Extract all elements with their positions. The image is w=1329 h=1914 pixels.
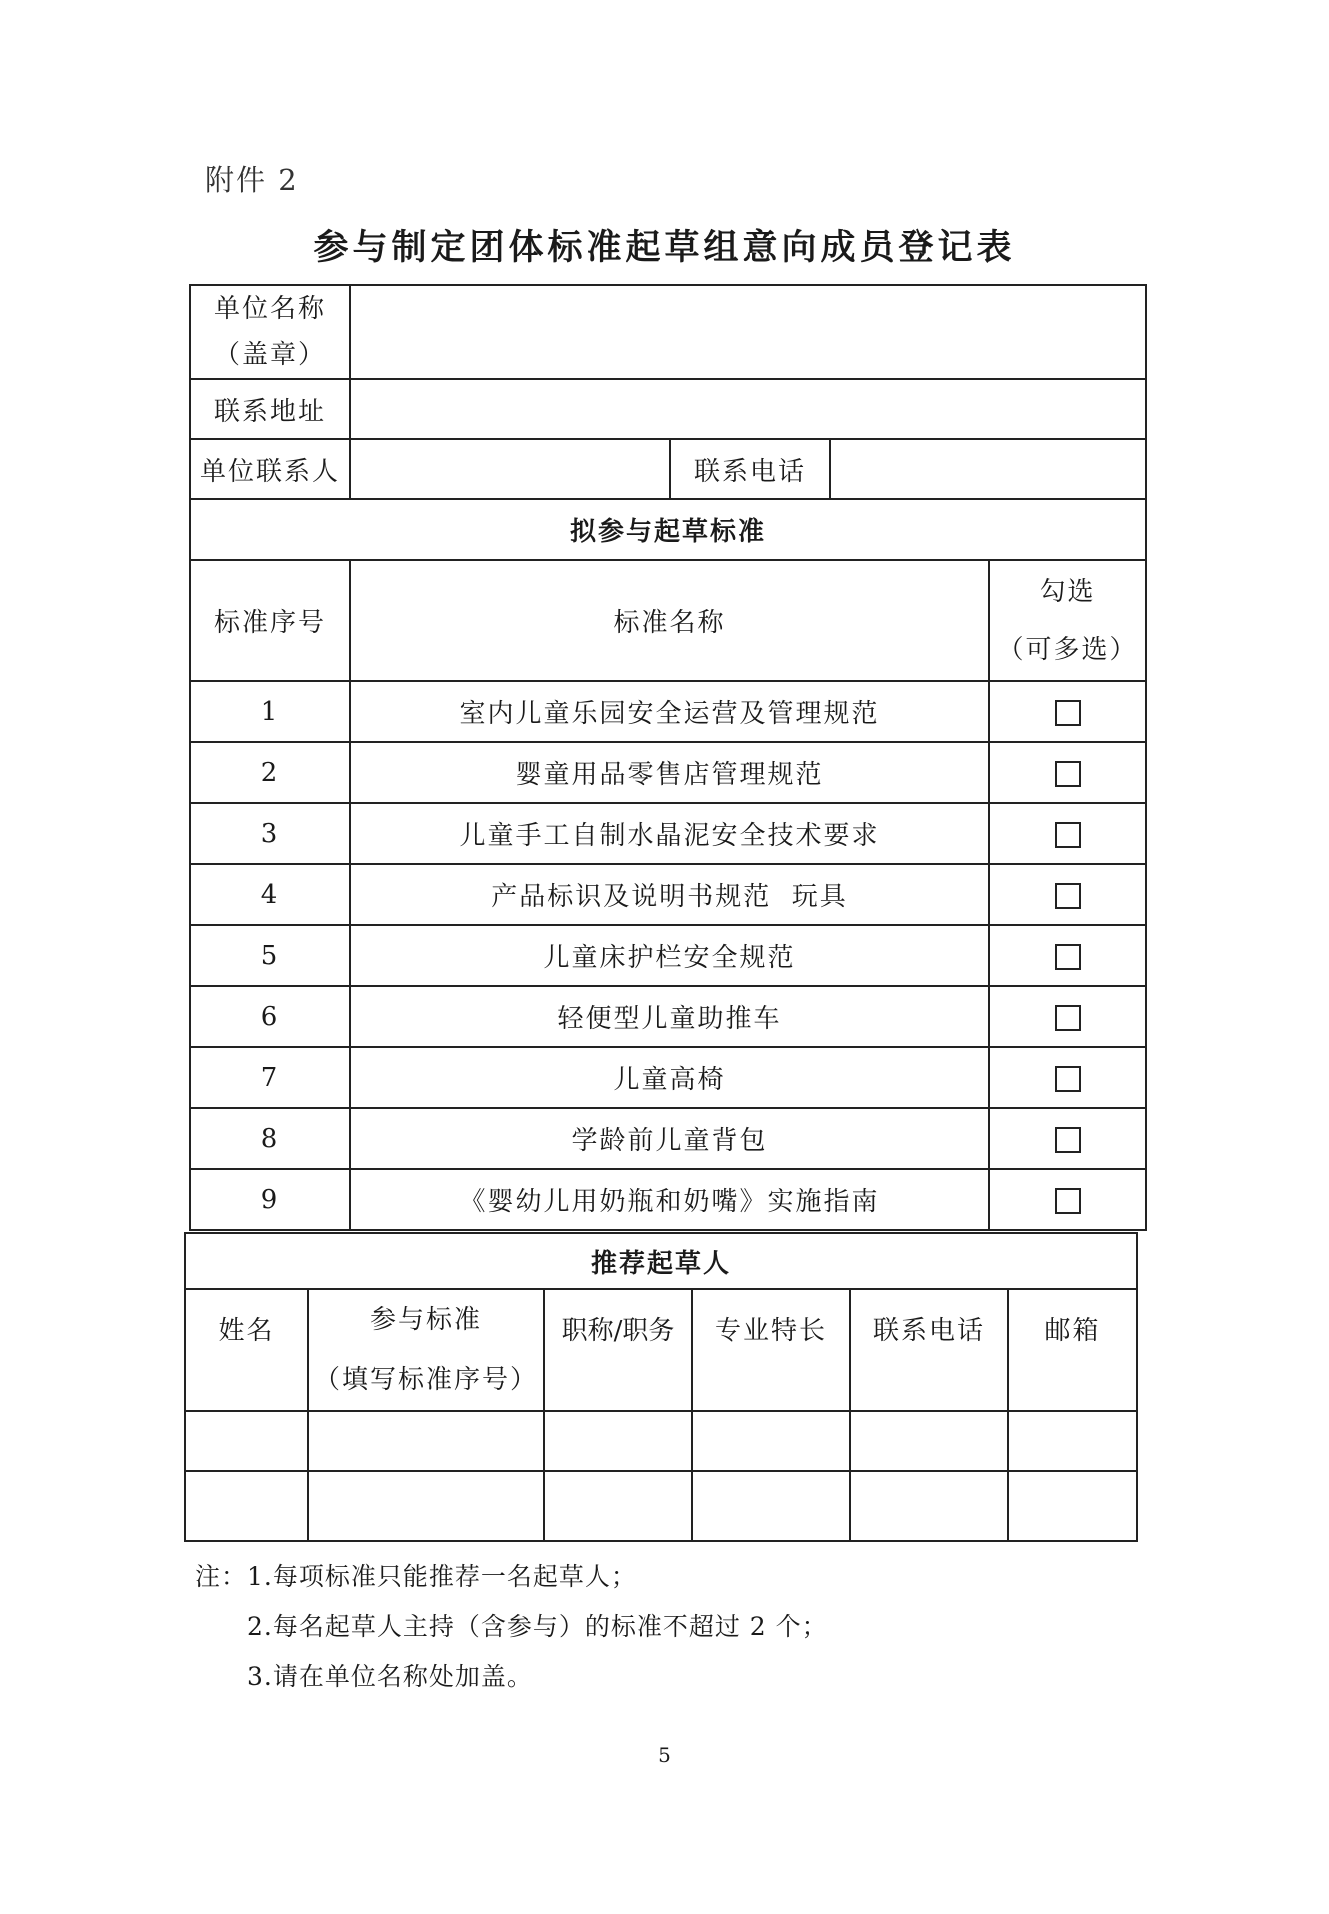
standard-name: 婴童用品零售店管理规范 [350, 742, 989, 803]
table-row [185, 1411, 1137, 1471]
contact-label: 单位联系人 [190, 439, 350, 499]
col-drafter-specialty: 专业特长 [692, 1289, 850, 1411]
drafter-name-field[interactable] [185, 1471, 308, 1541]
checkbox[interactable] [1055, 1127, 1081, 1153]
standard-check-cell [989, 1169, 1146, 1230]
col-check-cell [989, 560, 1146, 681]
standard-name: 儿童手工自制水晶泥安全技术要求 [350, 803, 989, 864]
note-3: 3.请在单位名称处加盖。 [247, 1662, 533, 1691]
col-drafter-standard-cell [308, 1289, 544, 1411]
note-1: 注：1.每项标准只能推荐一名起草人； [195, 1562, 637, 1591]
standard-name: 儿童高椅 [350, 1047, 989, 1108]
registration-table [189, 284, 1147, 1231]
col-drafter-phone: 联系电话 [850, 1289, 1008, 1411]
col-standard-no: 标准序号 [190, 560, 350, 681]
notes [195, 1552, 828, 1702]
standard-name: 产品标识及说明书规范 玩具 [350, 864, 989, 925]
drafter-name-field[interactable] [185, 1411, 308, 1471]
standard-no: 9 [190, 1169, 350, 1230]
standard-no: 2 [190, 742, 350, 803]
table-row [190, 1108, 1146, 1169]
form-title: 参与制定团体标准起草组意向成员登记表 [313, 227, 1016, 268]
checkbox[interactable] [1055, 761, 1081, 787]
standard-no: 8 [190, 1108, 350, 1169]
col-drafter-standard-note: （填写标准序号） [313, 1365, 538, 1395]
standard-name: 轻便型儿童助推车 [350, 986, 989, 1047]
table-row [190, 742, 1146, 803]
standard-no: 1 [190, 681, 350, 742]
phone-label: 联系电话 [670, 439, 830, 499]
standard-check-cell [989, 925, 1146, 986]
col-check: 勾选 [1039, 576, 1096, 607]
standard-check-cell [989, 1108, 1146, 1169]
standard-check-cell [989, 1047, 1146, 1108]
address-label: 联系地址 [190, 379, 350, 439]
standard-name: 室内儿童乐园安全运营及管理规范 [350, 681, 989, 742]
drafters-table [184, 1232, 1138, 1542]
org-name-note: （盖章） [213, 340, 326, 370]
drafter-title-field[interactable] [544, 1471, 692, 1541]
phone-field[interactable] [830, 439, 1146, 499]
standards-section-title: 拟参与起草标准 [190, 499, 1146, 560]
col-standard-name: 标准名称 [350, 560, 989, 681]
standard-check-cell [989, 986, 1146, 1047]
table-row [190, 803, 1146, 864]
table-row [190, 1169, 1146, 1230]
address-field[interactable] [350, 379, 1146, 439]
table-row [190, 925, 1146, 986]
standard-no: 6 [190, 986, 350, 1047]
drafters-section-title: 推荐起草人 [185, 1233, 1137, 1289]
standard-no: 5 [190, 925, 350, 986]
table-row [190, 681, 1146, 742]
drafter-phone-field[interactable] [850, 1471, 1008, 1541]
checkbox[interactable] [1055, 1188, 1081, 1214]
table-row [190, 864, 1146, 925]
standard-name: 学龄前儿童背包 [350, 1108, 989, 1169]
col-check-note: （可多选） [997, 634, 1138, 665]
org-name-field[interactable] [350, 285, 1146, 379]
org-name-label-cell [190, 285, 350, 379]
col-drafter-standard: 参与标准 [369, 1305, 482, 1335]
drafter-specialty-field[interactable] [692, 1471, 850, 1541]
standard-no: 7 [190, 1047, 350, 1108]
col-drafter-name: 姓名 [185, 1289, 308, 1411]
drafter-title-field[interactable] [544, 1411, 692, 1471]
standard-check-cell [989, 681, 1146, 742]
contact-field[interactable] [350, 439, 670, 499]
standard-check-cell [989, 742, 1146, 803]
drafter-standard-field[interactable] [308, 1411, 544, 1471]
standard-check-cell [989, 803, 1146, 864]
checkbox[interactable] [1055, 883, 1081, 909]
col-drafter-email: 邮箱 [1008, 1289, 1137, 1411]
checkbox[interactable] [1055, 944, 1081, 970]
org-name-label: 单位名称 [213, 294, 326, 324]
standard-name: 儿童床护栏安全规范 [350, 925, 989, 986]
checkbox[interactable] [1055, 1066, 1081, 1092]
checkbox[interactable] [1055, 700, 1081, 726]
col-drafter-title: 职称/职务 [544, 1289, 692, 1411]
drafter-phone-field[interactable] [850, 1411, 1008, 1471]
drafter-email-field[interactable] [1008, 1471, 1137, 1541]
standard-check-cell [989, 864, 1146, 925]
attachment-label: 附件 2 [205, 163, 299, 197]
note-2: 2.每名起草人主持（含参与）的标准不超过 2 个； [247, 1612, 828, 1641]
drafter-email-field[interactable] [1008, 1411, 1137, 1471]
drafter-specialty-field[interactable] [692, 1411, 850, 1471]
table-row [190, 1047, 1146, 1108]
checkbox[interactable] [1055, 822, 1081, 848]
checkbox[interactable] [1055, 1005, 1081, 1031]
standard-no: 3 [190, 803, 350, 864]
standard-name: 《婴幼儿用奶瓶和奶嘴》实施指南 [350, 1169, 989, 1230]
table-row [190, 986, 1146, 1047]
table-row [185, 1471, 1137, 1541]
drafter-standard-field[interactable] [308, 1471, 544, 1541]
standard-no: 4 [190, 864, 350, 925]
page-number: 5 [658, 1743, 671, 1767]
